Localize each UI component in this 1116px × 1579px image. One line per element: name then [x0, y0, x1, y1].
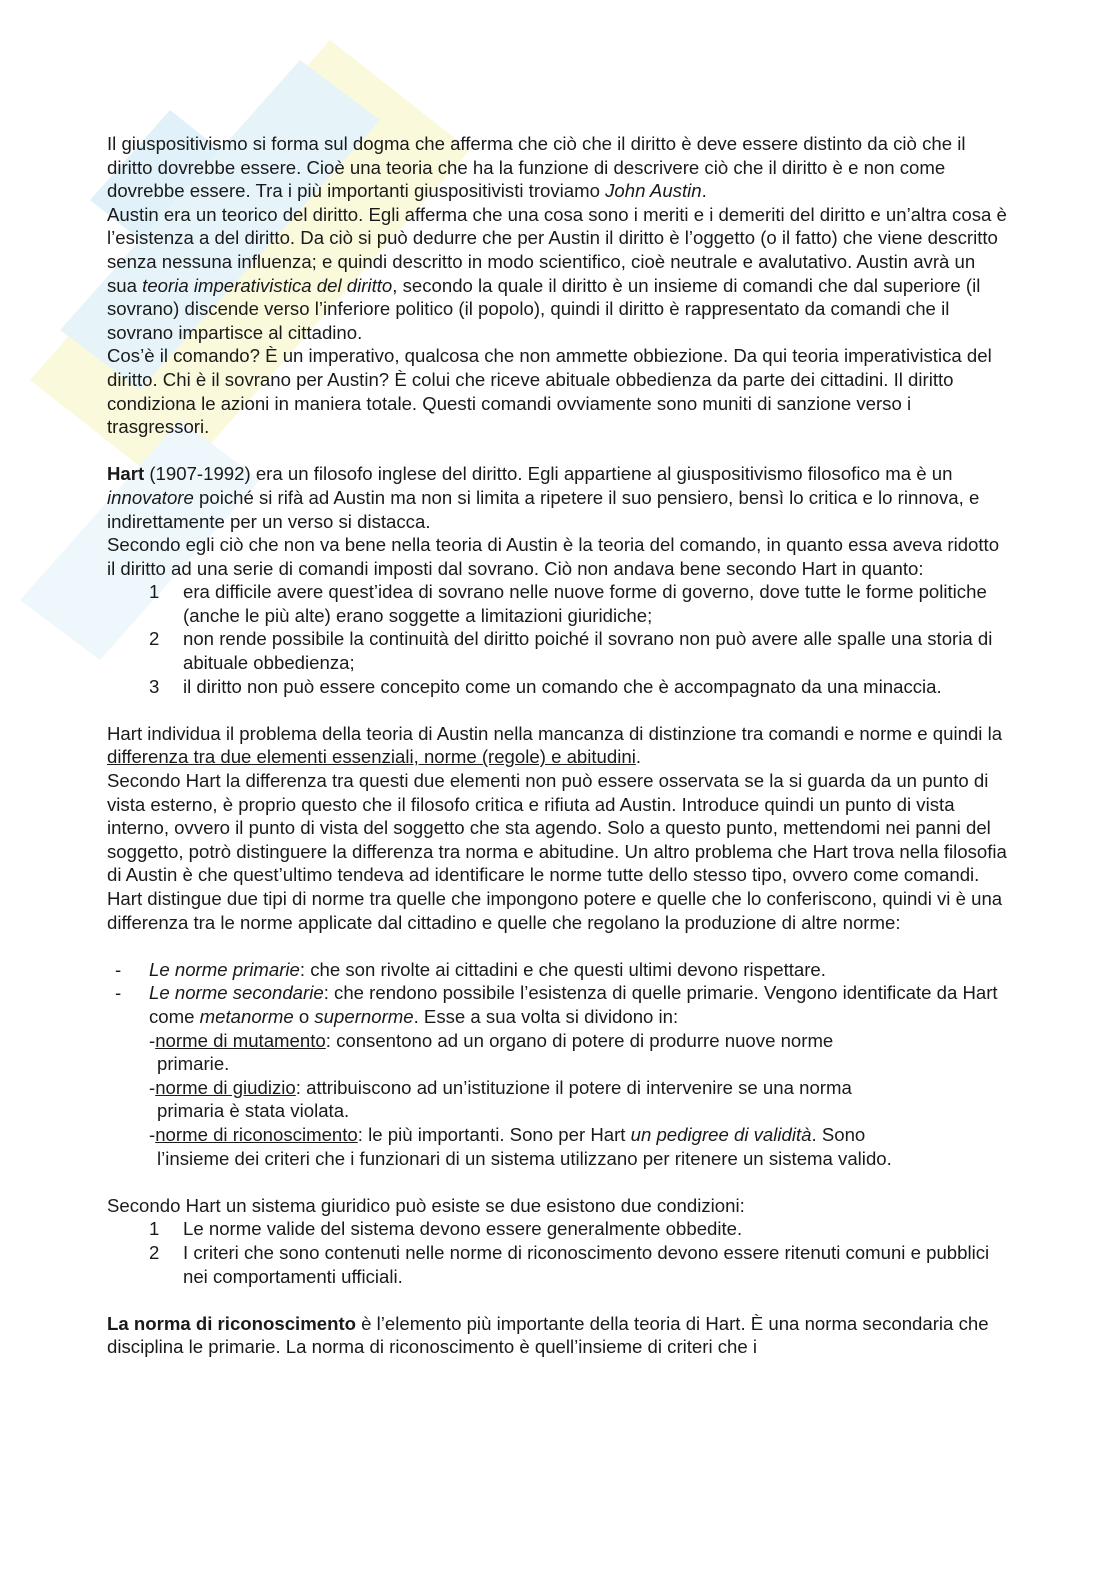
list-item: 1 Le norme valide del sistema devono essere generalmente obbedite.: [149, 1218, 743, 1240]
list-item: - Le norme secondarie: che rendono possibile l’esistenza di quelle primarie. Vengono identificate da Hart come metanorme o supernorme. Esse a sua volta si dividono in: -norme di mutamento: consentono ad un organo di potere di produrre nuove norme primarie. -norme di giudizio: attribuiscono ad un’istituzione il potere di intervenire se una norma primaria è stata violata. -norme di riconoscimento: le più importanti. Sono per Hart un pedigree di validità. Sono l’insieme dei criteri che i funzionari di un sistema utilizzano per ritenere un sistema valido.: [107, 981, 1007, 1170]
paragraph-austin: Austin era un teorico del diritto. Egli afferma che una cosa sono i meriti e i demeriti del diritto e un’altra cosa è l’esistenza a del diritto. Da ciò si può dedurre che per Austin il diritto è l’oggetto (o il fatto) che viene descritto senza nessuna influenza; e quindi descritto in modo scientifico, cioè neutrale e avalutativo. Austin avrà un sua teoria imperativistica del diritto, secondo la quale il diritto è un insieme di comandi che dal superiore (il sovrano) discende verso l’inferiore politico (il popolo), quindi il diritto è rappresentato da comandi che il sovrano impartisce al cittadino.: [107, 203, 1007, 343]
paragraph-comando: Cos’è il comando? È un imperativo, qualcosa che non ammette obbiezione. Da qui teoria imperativistica del diritto. Chi è il sovrano per Austin? È colui che riceve abituale obbedienza da parte dei cittadini. Il diritto condiziona le azioni in maniera totale. Questi comandi ovviamente sono muniti di sanzione verso i trasgressori.: [107, 345, 992, 438]
paragraph-internal-view: Secondo Hart la differenza tra questi due elementi non può essere osservata se la si guarda da un punto di vista esterno, è proprio questo che il filosofo critica e rifiuta ad Austin. Introduce quindi un punto di vista interno, ovvero il punto di vista del soggetto che sta agendo. Solo a questo punto, mettendomi nei panni del soggetto, potrò distinguere la differenza tra norma e abitudine. Un altro problema che Hart trova nella filosofia di Austin è che quest’ultimo tendeva ad identificare le norme tutte dello stesso tipo, ovvero come comandi. Hart distingue due tipi di norme tra quelle che impongono potere e quelle che lo conferiscono, quindi vi è una differenza tra le norme applicate dal cittadino e quelle che regolano la produzione di altre norme:: [107, 770, 1007, 933]
paragraph-hart: Hart (1907-1992) era un filosofo inglese del diritto. Egli appartiene al giuspositivismo filosofico ma è un innovatore poiché si rifà ad Austin ma non si limita a ripetere il suo pensiero, bensì lo critica e lo rinnova, e indirettamente per un verso si distacca.: [107, 463, 980, 532]
paragraph-norma-riconoscimento: La norma di riconoscimento è l’elemento più importante della teoria di Hart. È una norma secondaria che disciplina le primarie. La norma di riconoscimento è quell’insieme di criteri che i: [107, 1312, 989, 1358]
numbered-list-conditions: [107, 1217, 1007, 1288]
list-item: 3 il diritto non può essere concepito come un comando che è accompagnato da una minaccia.: [149, 675, 942, 697]
list-item: 2 I criteri che sono contenuti nelle norme di riconoscimento devono essere ritenuti comuni e pubblici nei comportamenti ufficiali.: [149, 1241, 990, 1287]
paragraph-problem: Hart individua il problema della teoria di Austin nella mancanza di distinzione tra comandi e norme e quindi la differenza tra due elementi essenziali, norme (regole) e abitudini.: [107, 722, 1003, 768]
list-item: 1 era difficile avere quest’idea di sovrano nelle nuove forme di governo, dove tutte le forme politiche (anche le più alte) erano soggette a limitazioni giuridiche;: [149, 581, 987, 626]
sublist-item: -norme di riconoscimento: le più importanti. Sono per Hart un pedigree di validità. Sono l’insieme dei criteri che i funzionari di un sistema utilizzano per ritenere un sistema valido.: [149, 1123, 892, 1169]
paragraph-intro: Il giuspositivismo si forma sul dogma che afferma che ciò che il diritto è deve essere distinto da ciò che il diritto dovrebbe essere. Cioè una teoria che ha la funzione di descrivere ciò che il diritto è e non come dovrebbe essere. Tra i più importanti giuspositivisti troviamo John Austin.: [107, 133, 966, 202]
list-item: - Le norme primarie: che son rivolte ai cittadini e che questi ultimi devono rispettare.: [115, 958, 826, 980]
sublist-item: -norme di giudizio: attribuiscono ad un’istituzione il potere di intervenire se una norma primaria è stata violata.: [149, 1076, 852, 1122]
numbered-list-critique: [107, 580, 1007, 698]
document-page: [107, 132, 1007, 1359]
dash-list-norme: [107, 958, 1007, 1170]
paragraph-hart-critique: Secondo egli ciò che non va bene nella teoria di Austin è la teoria del comando, in quanto essa aveva ridotto il diritto ad una serie di comandi imposti dal sovrano. Ciò non andava bene secondo Hart in quanto:: [107, 534, 1000, 579]
list-item: 2 non rende possibile la continuità del diritto poiché il sovrano non può avere alle spalle una storia di abituale obbedienza;: [149, 628, 993, 674]
paragraph-conditions: Secondo Hart un sistema giuridico può esiste se due esistono due condizioni:: [107, 1194, 745, 1216]
sublist-item: -norme di mutamento: consentono ad un organo di potere di produrre nuove norme primarie.: [149, 1029, 834, 1075]
